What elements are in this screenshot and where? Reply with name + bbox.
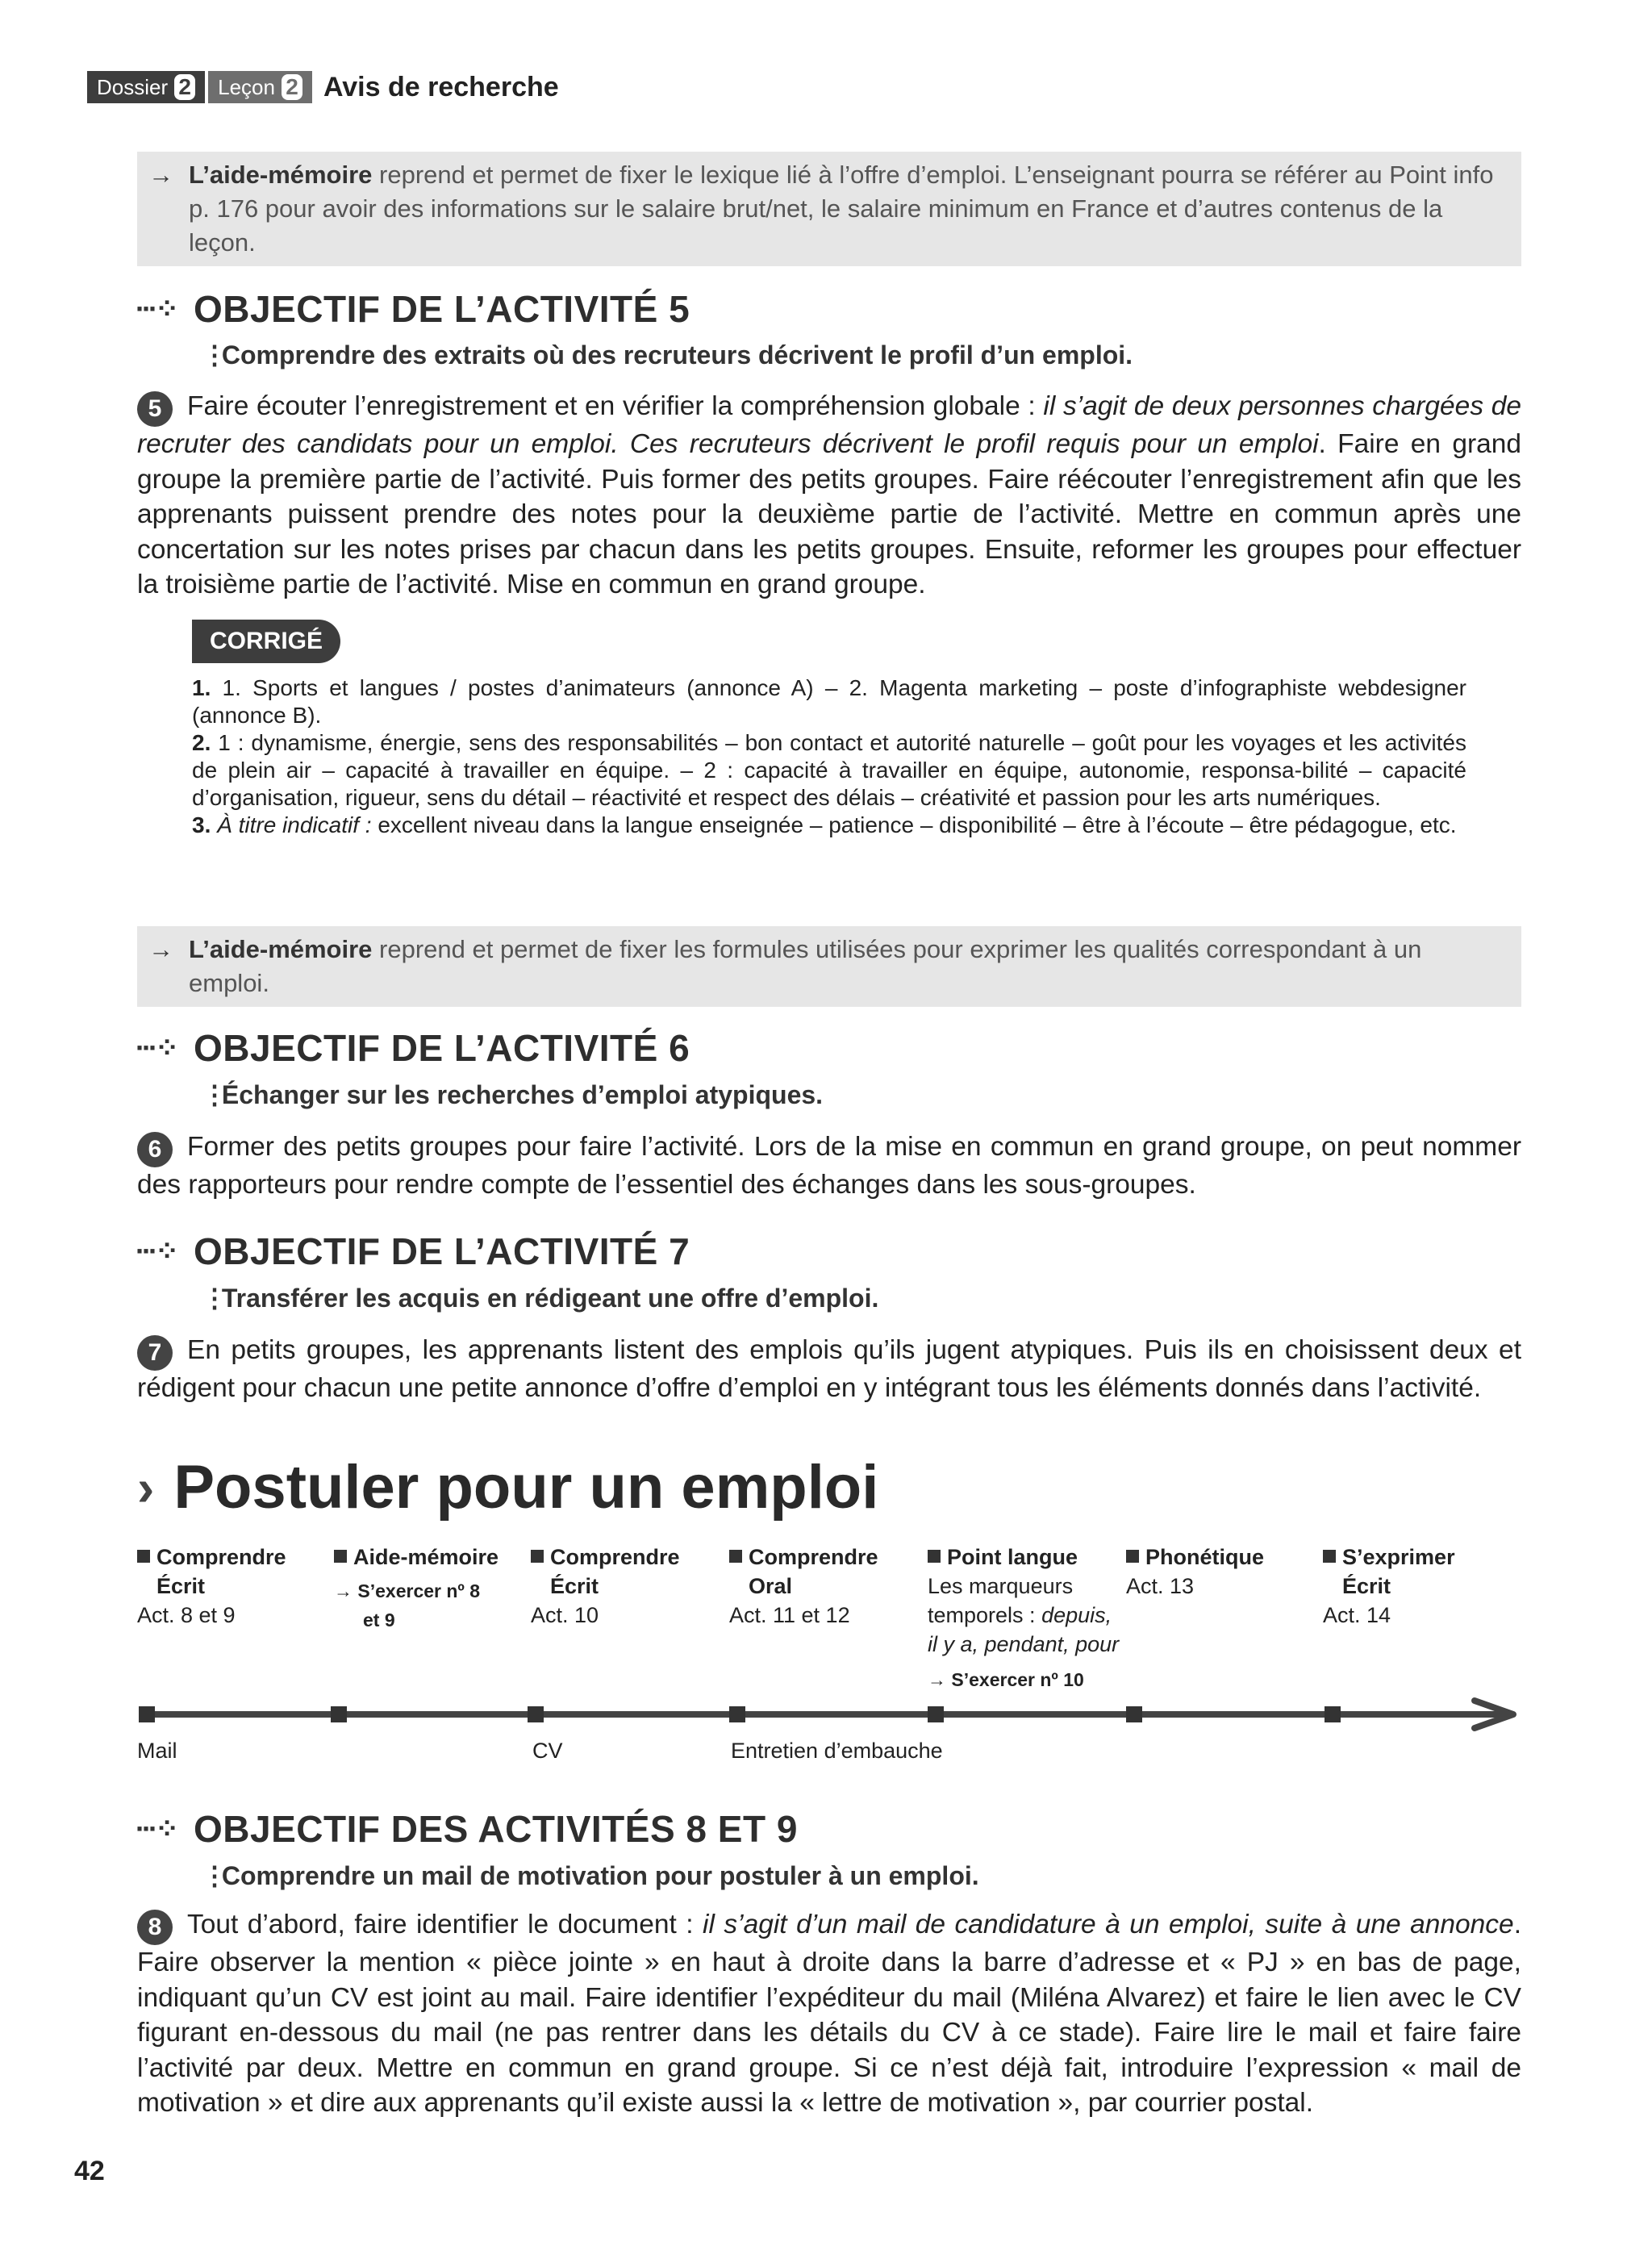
answer-3 bbox=[192, 812, 1466, 839]
aide-memoire-note-1 bbox=[137, 152, 1521, 266]
step-line-3: il y a, pendant, pour bbox=[928, 1632, 1120, 1656]
objective-title: OBJECTIF DE L’ACTIVITÉ 6 bbox=[194, 1027, 690, 1069]
aide-memoire-note-2 bbox=[137, 926, 1521, 1007]
lecon-label: Leçon bbox=[218, 75, 275, 99]
step-heading-2: Oral bbox=[749, 1574, 793, 1598]
step-heading: Point langue bbox=[947, 1545, 1078, 1569]
para-italic: il s’agit de deux personnes chargées de recruter des candidats pour un emploi. Ces recruteurs décrivent le profil requis pour un emploi bbox=[137, 391, 1522, 459]
vertical-dots-icon: ⋮ bbox=[202, 1080, 227, 1109]
square-bullet-icon bbox=[531, 1550, 544, 1563]
activity-number-badge: 8 bbox=[137, 1910, 173, 1945]
arrow-right-icon: → bbox=[148, 935, 173, 963]
answer-text: 1. Sports et langues / postes d’animateurs (annonce A) – 2. Magenta marketing – poste d’infographiste webdesigner (annonce B). bbox=[192, 675, 1466, 728]
dots-arrow-icon: ···⁘ bbox=[136, 1812, 177, 1845]
timeline-label-cv: CV bbox=[532, 1739, 563, 1763]
objective-subtitle-5 bbox=[202, 340, 1133, 370]
square-bullet-icon bbox=[334, 1550, 347, 1563]
answer-italic: À titre indicatif : bbox=[211, 812, 372, 837]
timeline-step-6 bbox=[1126, 1543, 1312, 1601]
timeline-step-2 bbox=[334, 1543, 519, 1635]
page-title: Avis de recherche bbox=[323, 71, 559, 102]
answer-2 bbox=[192, 729, 1466, 812]
objective-heading-6 bbox=[136, 1026, 690, 1070]
step-heading-2: Écrit bbox=[156, 1574, 206, 1598]
answer-num: 2. bbox=[192, 730, 211, 755]
timeline-marker bbox=[1126, 1706, 1142, 1722]
square-bullet-icon bbox=[729, 1550, 742, 1563]
step-line-1: Les marqueurs bbox=[928, 1574, 1074, 1598]
step-heading: Phonétique bbox=[1145, 1545, 1264, 1569]
timeline-step-3 bbox=[531, 1543, 716, 1630]
memo-bold: L’aide-mémoire bbox=[189, 935, 373, 963]
lecon-number: 2 bbox=[282, 74, 302, 100]
para-text: En petits groupes, les apprenants listent des emplois qu’ils jugent atypiques. Puis ils en choisissent deux et rédigent pour chacun une petite annonce d’offre d’emploi en y intégrant tous les éléments donnés dans l’activité. bbox=[137, 1335, 1521, 1403]
step-heading: Comprendre bbox=[749, 1545, 878, 1569]
dossier-number: 2 bbox=[174, 74, 195, 100]
objective-title: OBJECTIF DE L’ACTIVITÉ 5 bbox=[194, 288, 690, 330]
square-bullet-icon bbox=[928, 1550, 941, 1563]
answer-text: excellent niveau dans la langue enseignée – patience – disponibilité – être à l’écoute – être pédagogue, etc. bbox=[371, 812, 1457, 837]
objective-subtitle-6 bbox=[202, 1079, 823, 1110]
answer-1 bbox=[192, 674, 1466, 729]
step-exercise: → S’exercer nº 10 bbox=[928, 1669, 1084, 1690]
step-heading-2: Écrit bbox=[550, 1574, 599, 1598]
activity-7-paragraph bbox=[137, 1333, 1521, 1406]
para-text: . Faire en grand groupe la première partie de l’activité. Puis former des petits groupes. Faire réécouter l’enregistrement afin que les apprenants puissent prendre des notes pour la deuxième partie de l’activité. Mettre en commun après une concertation sur les notes prises par chacun dans les petits groupes. Ensuite, reformer les groupes pour effectuer la troisième partie de l’activité. Mise en commun en grand groupe. bbox=[137, 429, 1521, 599]
objective-heading-5 bbox=[136, 287, 690, 331]
breadcrumb bbox=[87, 69, 559, 105]
para-text: Faire écouter l’enregistrement et en vérifier la compréhension globale : bbox=[187, 391, 1044, 421]
timeline-arrow bbox=[129, 1694, 1533, 1735]
objective-heading-7 bbox=[136, 1230, 690, 1273]
step-activity: Act. 13 bbox=[1126, 1574, 1195, 1598]
arrow-right-icon: → bbox=[148, 161, 173, 189]
page-number: 42 bbox=[74, 2156, 105, 2186]
memo-bold: L’aide-mémoire bbox=[189, 161, 373, 189]
corrige-answers bbox=[192, 674, 1466, 839]
objective-title: OBJECTIF DES ACTIVITÉS 8 ET 9 bbox=[194, 1808, 798, 1850]
square-bullet-icon bbox=[1323, 1550, 1336, 1563]
section-title: Postuler pour un emploi bbox=[173, 1453, 879, 1522]
corrige-tag: CORRIGÉ bbox=[192, 620, 340, 663]
timeline-label-mail: Mail bbox=[137, 1739, 177, 1763]
para-text: . Faire observer la mention « pièce jointe » en haut à droite dans la barre d’adresse et « PJ » en bas de page, indiquant qu’un CV est joint au mail. Faire identifier l’expéditeur du mail (Miléna Alvarez) et faire le lien avec le CV figurant en-dessous du mail (ne pas rentrer dans les détails du CV à ce stade). Faire lire le mail et faire faire l’activité par deux. Mettre en commun en grand groupe. Si ce n’est déjà fait, introduire l’expression « mail de motivation » et dire aux apprenants qu’il existe aussi la « lettre de motivation », par courrier postal. bbox=[137, 1910, 1521, 2118]
answer-num: 3. bbox=[192, 812, 211, 837]
objective-subtitle-7 bbox=[202, 1283, 878, 1313]
answer-text: 1 : dynamisme, énergie, sens des responsabilités – bon contact et autorité naturelle – goût pour les voyages et les activités de plein air – capacité à travailler en équipe. – 2 : capacité à travailler en équipe, autonomie, responsa-bilité – capacité d’organisation, rigueur, sens du détail – réactivité et respect des délais – créativité et passion pour les arts numériques. bbox=[192, 730, 1466, 810]
vertical-dots-icon: ⋮ bbox=[202, 340, 227, 369]
lecon-tag bbox=[208, 71, 312, 103]
dots-arrow-icon: ···⁘ bbox=[136, 1031, 177, 1064]
step-activity: Act. 14 bbox=[1323, 1603, 1391, 1627]
step-activity: Act. 8 et 9 bbox=[137, 1603, 236, 1627]
vertical-dots-icon: ⋮ bbox=[202, 1284, 227, 1313]
dots-arrow-icon: ···⁘ bbox=[136, 1234, 177, 1267]
step-heading-2: Écrit bbox=[1342, 1574, 1391, 1598]
objective-heading-8-9 bbox=[136, 1807, 798, 1851]
answer-num: 1. bbox=[192, 675, 211, 700]
timeline-marker bbox=[928, 1706, 944, 1722]
subtitle-text: Échanger sur les recherches d’emploi atypiques. bbox=[221, 1080, 824, 1109]
para-text: Former des petits groupes pour faire l’activité. Lors de la mise en commun en grand groupe, on peut nommer des rapporteurs pour rendre compte de l’essentiel des échanges dans les sous-groupes. bbox=[137, 1132, 1521, 1200]
timeline-step-1 bbox=[137, 1543, 323, 1630]
timeline-label-entretien: Entretien d’embauche bbox=[731, 1739, 943, 1763]
chevron-right-icon: › bbox=[137, 1458, 155, 1517]
square-bullet-icon bbox=[1126, 1550, 1139, 1563]
step-activity: Act. 11 et 12 bbox=[729, 1603, 850, 1627]
activity-5-paragraph bbox=[137, 389, 1521, 603]
activity-number-badge: 7 bbox=[137, 1335, 173, 1371]
timeline-step-4 bbox=[729, 1543, 915, 1630]
activity-8-paragraph bbox=[137, 1907, 1521, 2121]
subtitle-text: Comprendre un mail de motivation pour postuler à un emploi. bbox=[221, 1861, 979, 1890]
subtitle-text: Comprendre des extraits où des recruteurs décrivent le profil d’un emploi. bbox=[221, 340, 1133, 369]
activity-number-badge: 5 bbox=[137, 391, 173, 427]
para-italic: il s’agit d’un mail de candidature à un emploi, suite à une annonce bbox=[703, 1910, 1514, 1939]
objective-subtitle-8-9 bbox=[202, 1860, 979, 1891]
timeline-step-7 bbox=[1323, 1543, 1508, 1630]
dossier-tag bbox=[87, 71, 205, 103]
step-line-2: temporels : bbox=[928, 1603, 1042, 1627]
activity-number-badge: 6 bbox=[137, 1132, 173, 1167]
dots-arrow-icon: ···⁘ bbox=[136, 292, 177, 325]
step-heading: Aide-mémoire bbox=[353, 1545, 499, 1569]
step-heading: Comprendre bbox=[550, 1545, 680, 1569]
memo-text: reprend et permet de fixer le lexique lié à l’offre d’emploi. L’enseignant pourra se référer au Point info p. 176 pour avoir des informations sur le salaire brut/net, le salaire minimum en France et d’autres contenus de la leçon. bbox=[189, 161, 1494, 257]
subtitle-text: Transférer les acquis en rédigeant une offre d’emploi. bbox=[221, 1284, 879, 1313]
vertical-dots-icon: ⋮ bbox=[202, 1861, 227, 1890]
timeline-marker bbox=[528, 1706, 544, 1722]
activity-6-paragraph bbox=[137, 1129, 1521, 1203]
step-exercise-2: et 9 bbox=[363, 1609, 395, 1630]
step-exercise: → S’exercer nº 8 bbox=[334, 1580, 481, 1601]
objective-title: OBJECTIF DE L’ACTIVITÉ 7 bbox=[194, 1230, 690, 1272]
step-line-2-italic: depuis, bbox=[1041, 1603, 1112, 1627]
dossier-label: Dossier bbox=[97, 75, 169, 99]
timeline-marker bbox=[1325, 1706, 1341, 1722]
square-bullet-icon bbox=[137, 1550, 150, 1563]
timeline-marker bbox=[729, 1706, 745, 1722]
timeline-marker bbox=[139, 1706, 155, 1722]
step-heading: Comprendre bbox=[156, 1545, 286, 1569]
timeline-marker bbox=[331, 1706, 347, 1722]
timeline-step-5 bbox=[928, 1543, 1121, 1694]
step-activity: Act. 10 bbox=[531, 1603, 599, 1627]
para-text: Tout d’abord, faire identifier le document : bbox=[187, 1910, 703, 1939]
step-heading: S’exprimer bbox=[1342, 1545, 1455, 1569]
memo-text: reprend et permet de fixer les formules utilisées pour exprimer les qualités correspondant à un emploi. bbox=[189, 935, 1422, 997]
section-heading bbox=[137, 1452, 878, 1522]
